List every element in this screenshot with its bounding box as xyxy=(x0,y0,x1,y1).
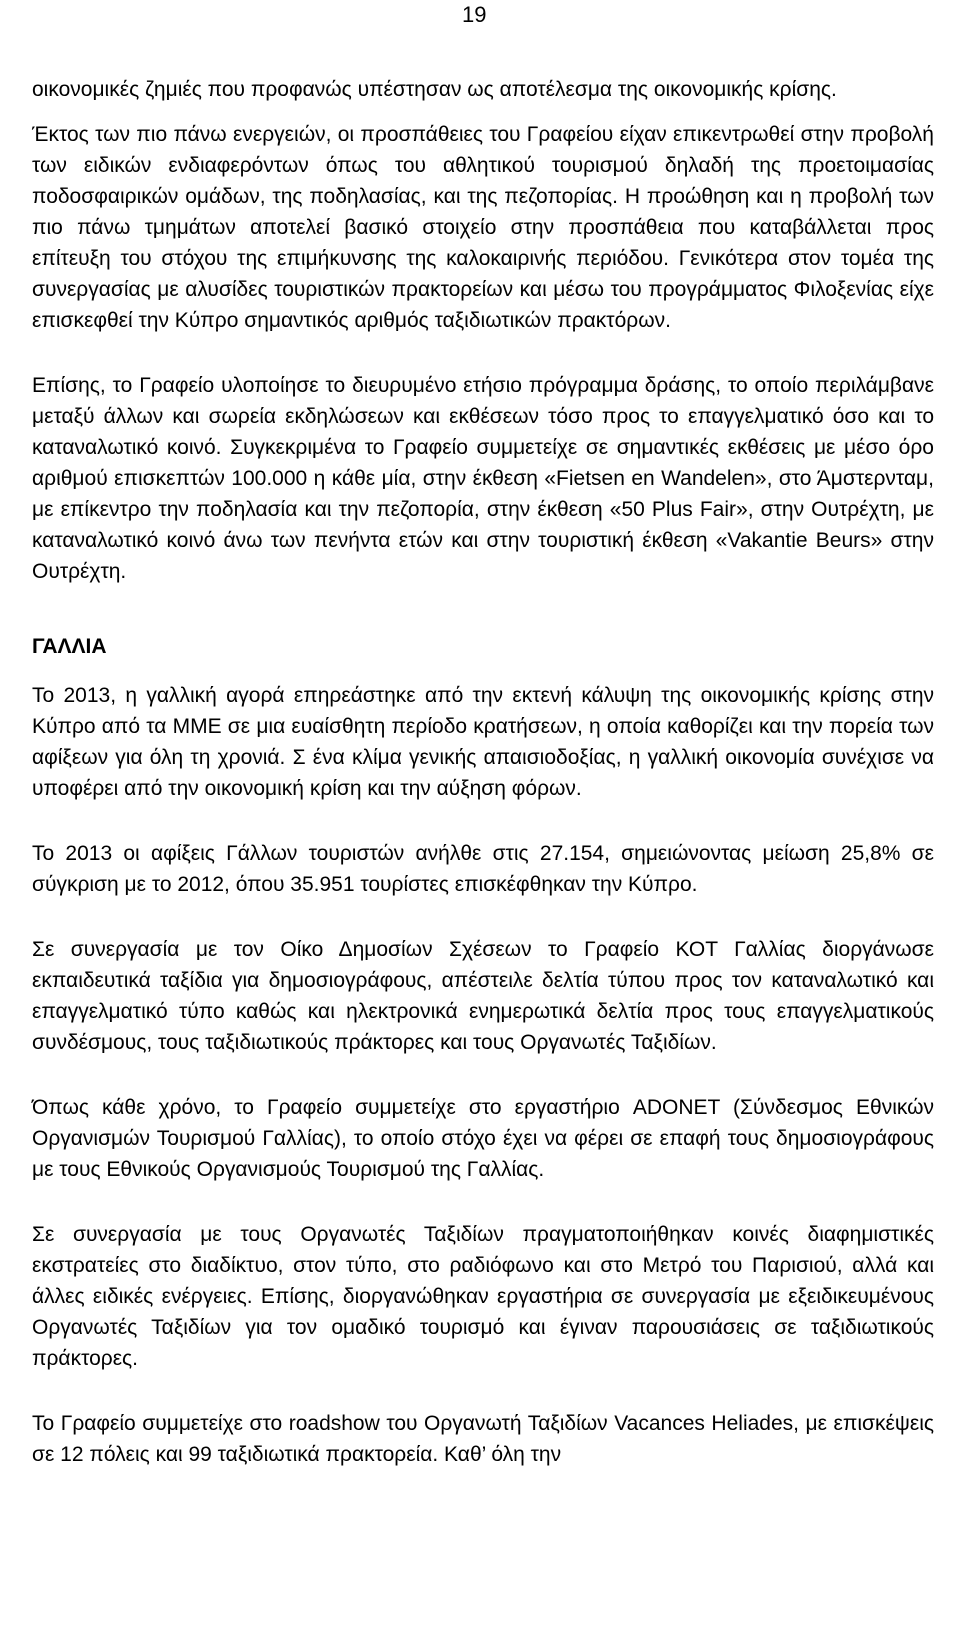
paragraph-france-arrivals: Το 2013 οι αφίξεις Γάλλων τουριστών ανήλθε στις 27.154, σημειώνοντας μείωση 25,8% σε σύγκριση με το 2012, όπου 35.951 τουρίστες επισκέφθηκαν την Κύπρο. xyxy=(32,842,934,896)
paragraph-continuation: οικονομικές ζημιές που προφανώς υπέστησαν ως αποτέλεσμα της οικονομικής κρίσης. xyxy=(32,78,837,101)
paragraph-france-market: Το 2013, η γαλλική αγορά επηρεάστηκε από την εκτενή κάλυψη της οικονομικής κρίσης στην Κύπρο από τα ΜΜΕ σε μια ευαίσθητη περίοδο κρατήσεων, η οποία καθορίζει και την πορεία των αφίξεων για όλη τη χρονιά. Σ ένα κλίμα γενικής απαισιοδοξίας, η γαλλική οικονομία συνέχισε να υποφέρει από την οικονομική κρίση και την αύξηση φόρων. xyxy=(32,684,934,800)
paragraph-france-pr: Σε συνεργασία με τον Οίκο Δημοσίων Σχέσεων το Γραφείο ΚΟΤ Γαλλίας διοργάνωσε εκπαιδευτικά ταξίδια για δημοσιογράφους, απέστειλε δελτία τύπου προς τον καταναλωτικό και επαγγελματικό τύπο καθώς και ηλεκτρονικά ενημερωτικά δελτία προς τους επαγγελματικούς συνδέσμους, τους ταξιδιωτικούς πράκτορες και τους Οργανωτές Ταξιδίων. xyxy=(32,938,934,1054)
page-content xyxy=(32,74,934,1504)
paragraph-france-campaigns: Σε συνεργασία με τους Οργανωτές Ταξιδίων πραγματοποιήθηκαν κοινές διαφημιστικές εκστρατείες στο διαδίκτυο, στον τύπο, στο ραδιόφωνο και στο Μετρό του Παρισιού, αλλά και άλλες ειδικές ενέργειες. Επίσης, διοργανώθηκαν εργαστήρια σε συνεργασία με εξειδικευμένους Οργανωτές Ταξιδίων για τον ομαδικό τουρισμό και έγιναν παρουσιάσεις σε ταξιδιωτικούς πράκτορες. xyxy=(32,1223,934,1370)
paragraph-special-interests: Έκτος των πιο πάνω ενεργειών, οι προσπάθειες του Γραφείου είχαν επικεντρωθεί στην προβολή των ειδικών ενδιαφερόντων όπως του αθλητικού τουρισμού δηλαδή της προετοιμασίας ποδοσφαιρικών ομάδων, της ποδηλασίας, και της πεζοπορίας. Η προώθηση και η προβολή των πιο πάνω τμημάτων αποτελεί βασικό στοιχείο στην προσπάθεια που καταβάλλεται προς επίτευξη του στόχου της επιμήκυνσης της καλοκαιρινής περιόδου. Γενικότερα στον τομέα της συνεργασίας με αλυσίδες τουριστικών πρακτορείων και μέσω του προγράμματος Φιλοξενίας είχε επισκεφθεί την Κύπρο σημαντικός αριθμός ταξιδιωτικών πρακτόρων. xyxy=(32,123,934,332)
paragraph-exhibitions: Επίσης, το Γραφείο υλοποίησε το διευρυμένο ετήσιο πρόγραμμα δράσης, το οποίο περιλάμβανε μεταξύ άλλων και σωρεία εκδηλώσεων και εκθέσεων τόσο προς το επαγγελματικό όσο και το καταναλωτικό κοινό. Συγκεκριμένα το Γραφείο συμμετείχε σε σημαντικές εκθέσεις με μέσο όρο αριθμού επισκεπτών 100.000 η κάθε μία, στην έκθεση «Fietsen en Wandelen», στο Άμστερνταμ, με επίκεντρο την ποδηλασία και την πεζοπορία, στην έκθεση «50 Plus Fair», στην Ουτρέχτη, με καταναλωτικό κοινό άνω των πενήντα ετών και στην τουριστική έκθεση «Vakantie Beurs» στην Ουτρέχτη. xyxy=(32,374,934,583)
section-heading-france: ΓΑΛΛΙΑ xyxy=(32,635,107,658)
paragraph-france-roadshow: Το Γραφείο συμμετείχε στο roadshow του Οργανωτή Ταξιδίων Vacances Heliades, με επισκέψεις σε 12 πόλεις και 99 ταξιδιωτικά πρακτορεία. Καθ’ όλη την xyxy=(32,1412,934,1466)
paragraph-france-adonet: Όπως κάθε χρόνο, το Γραφείο συμμετείχε στο εργαστήριο ADONET (Σύνδεσμος Εθνικών Οργανισμών Τουρισμού Γαλλίας), το οποίο στόχο έχει να φέρει σε επαφή τους δημοσιογράφους με τους Εθνικούς Οργανισμούς Τουρισμού της Γαλλίας. xyxy=(32,1096,934,1181)
page-number: 19 xyxy=(462,2,487,27)
